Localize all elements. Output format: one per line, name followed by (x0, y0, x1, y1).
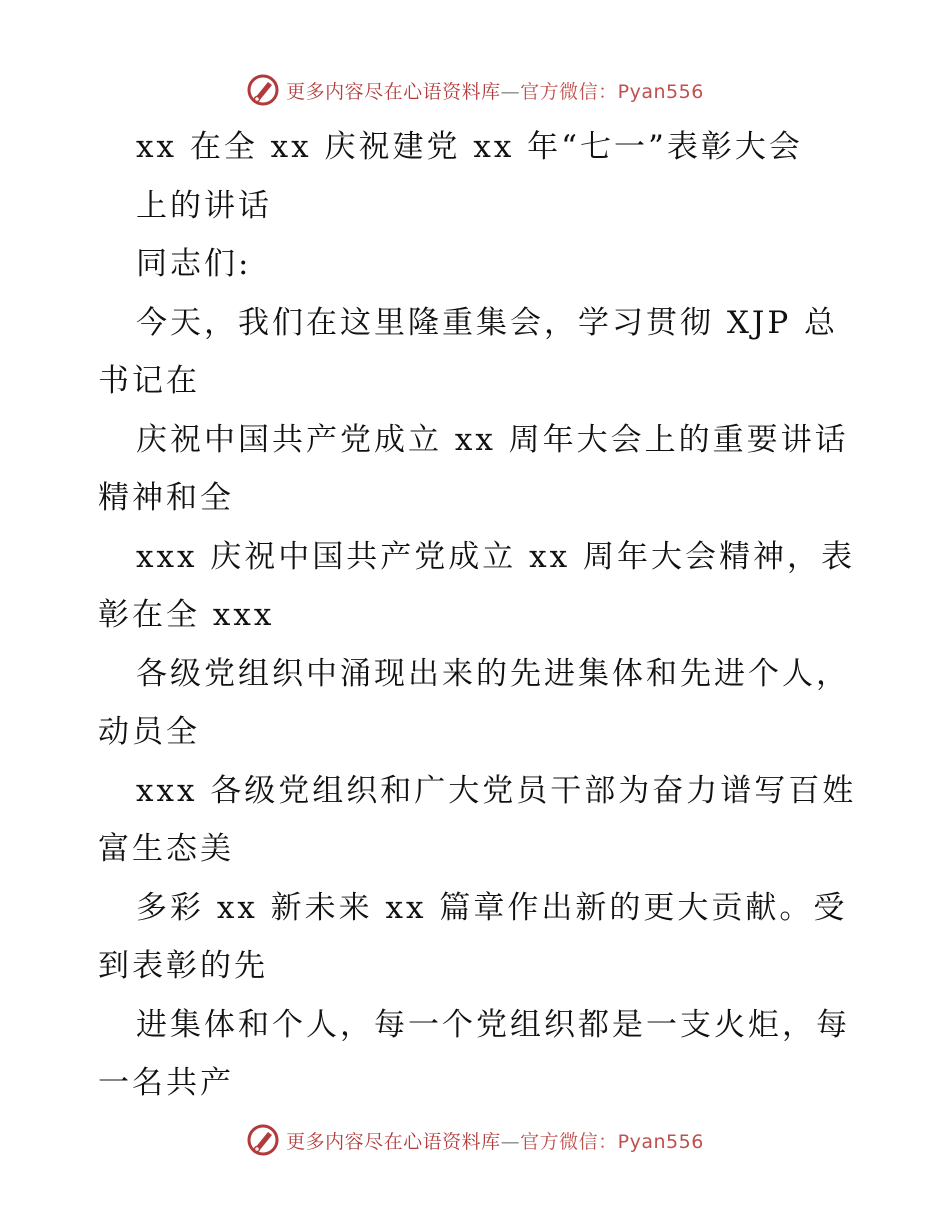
doc-line: 书记在 (98, 363, 200, 399)
doc-line: 今天，我们在这里隆重集会，学习贯彻 XJP 总 (136, 304, 839, 341)
header-watermark (0, 70, 950, 110)
watermark-text: 更多内容尽在心语资料库—官方微信：Pyan556 (286, 80, 704, 103)
doc-line: xxx 各级党组织和广大党员干部为奋力谱写百姓 (136, 772, 857, 809)
doc-line: 动员全 (98, 714, 200, 750)
doc-line: 到表彰的先 (98, 948, 268, 984)
doc-line: 进集体和个人，每一个党组织都是一支火炬，每 (136, 1006, 850, 1043)
doc-line: 富生态美 (98, 831, 234, 867)
doc-line: 多彩 xx 新未来 xx 篇章作出新的更大贡献。受 (136, 889, 848, 926)
doc-line: 庆祝中国共产党成立 xx 周年大会上的重要讲话 (136, 421, 849, 458)
doc-line: 彰在全 xxx (98, 597, 275, 633)
doc-line: 精神和全 (98, 480, 234, 516)
doc-line: xxx 庆祝中国共产党成立 xx 周年大会精神，表 (136, 538, 855, 575)
pen-circle-icon (246, 1123, 280, 1157)
doc-line: 各级党组织中涌现出来的先进集体和先进个人， (136, 655, 850, 692)
document-body (98, 118, 858, 1113)
doc-line: 上的讲话 (136, 187, 272, 224)
doc-line: xx 在全 xx 庆祝建党 xx 年“七一”表彰大会 (136, 129, 803, 165)
pen-circle-icon (246, 73, 280, 107)
watermark-text: 更多内容尽在心语资料库—官方微信：Pyan556 (286, 1130, 704, 1153)
footer-watermark (0, 1120, 950, 1160)
doc-line: 一名共产 (98, 1065, 234, 1101)
doc-line: 同志们: (136, 246, 252, 282)
